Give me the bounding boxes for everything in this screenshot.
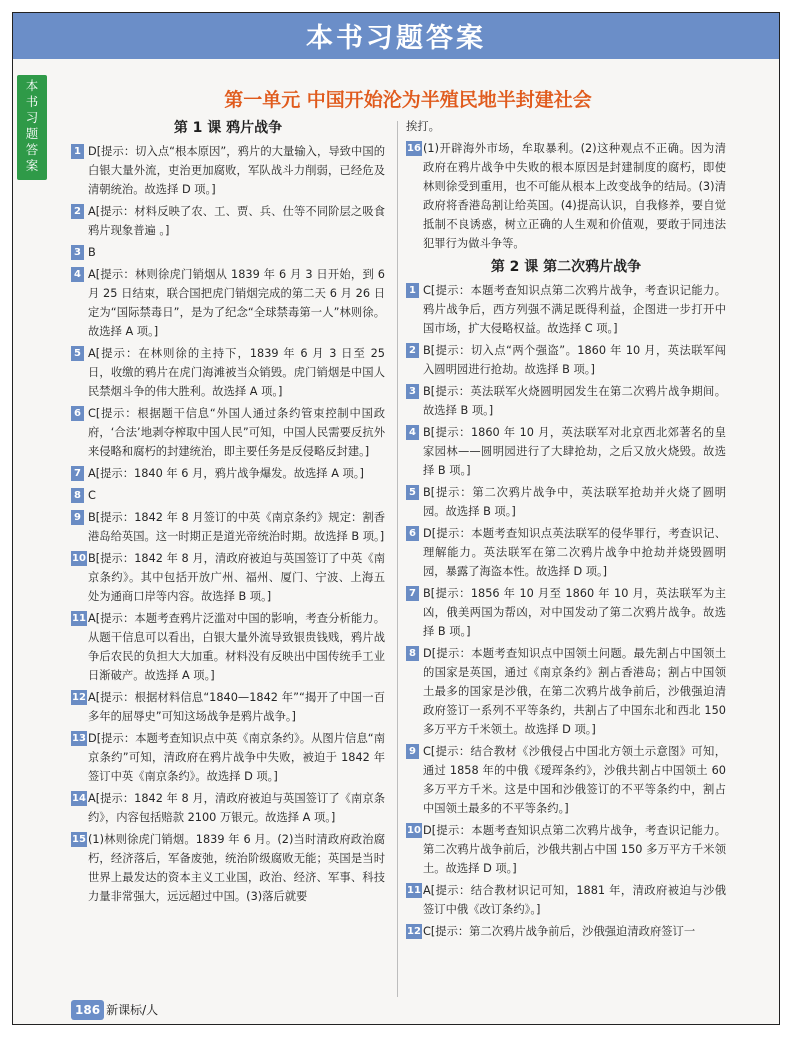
answer-text: D[提示：本题考查知识点中国领土问题。最先割占中国领土的国家是英国，通过《南京条约》割占香港岛；割占中国领土最多的国家是沙俄，在第二次鸦片战争前后，沙俄强迫清政府签订一系列不平等条约，共割占了中国东北和西北 150 多万平方千米领土。故选择 D 项。] [423,647,726,736]
page-frame [12,12,780,1025]
answer-item [406,483,726,521]
answer-text: (1)林则徐虎门销烟。1839 年 6 月。(2)当时清政府政治腐朽，经济落后，军备废弛，统治阶级腐败无能；英国是当时世界上最发达的资本主义工业国，政治、经济、军事、科技力量非常强大，远远超过中国。(3)落后就要 [88,833,385,903]
answer-item [71,688,385,726]
question-number-badge: 4 [71,267,84,282]
answer-text: C[提示：第二次鸦片战争前后，沙俄强迫清政府签订一 [423,925,696,938]
side-tab-char: 习 [25,110,39,125]
side-tab-char: 案 [25,158,39,173]
lesson-1-title: 第 1 课 鸦片战争 [173,120,283,136]
header-banner [13,13,779,59]
question-number-badge: 11 [407,885,421,896]
question-number-badge: 1 [406,283,419,298]
answer-item [71,243,385,262]
question-number-badge: 5 [71,346,84,361]
answer-item [406,644,726,739]
right-column [406,117,726,944]
answer-text: D[提示：切入点“根本原因”，鸦片的大量输入，导致中国的白银大量外流，吏治更加腐败，军队战斗力削弱，已经危及清朝统治。故选择 D 项。] [88,145,385,196]
question-number-badge: 5 [406,485,419,500]
side-tab-char: 题 [25,126,39,141]
answer-item [71,789,385,827]
answer-text: (1)开辟海外市场，牟取暴利。(2)这种观点不正确。因为清政府在鸦片战争中失败的根本原因是封建制度的腐朽，即使林则徐受到重用，也不可能从根本上改变战争的结局。(3)清政府将香港岛割让给英国。(4)提高认识，自我修养，要自觉抵制不良诱惑，树立正确的人生观和价值观，要敢于同违法犯罪行为做斗争等。 [423,142,726,250]
answer-item [71,486,385,505]
lesson-2-title: 第 2 课 第二次鸦片战争 [490,259,642,275]
question-number-badge: 2 [406,343,419,358]
left-column [71,117,385,909]
question-number-badge: 10 [72,553,86,564]
answer-text: A[提示：材料反映了农、工、贾、兵、仕等不同阶层之吸食鸦片现象普遍 。] [88,205,385,237]
answer-item [71,464,385,483]
question-number-badge: 8 [71,488,84,503]
answer-text: A[提示：在林则徐的主持下，1839 年 6 月 3 日至 25 日，收缴的鸦片在虎门海滩被当众销毁。虎门销烟是中国人民禁烟斗争的伟大胜利。故选择 A 项。] [88,347,385,398]
question-number-badge: 12 [407,926,421,937]
answer-text: B[提示：1842 年 8 月签订的中英《南京条约》规定：割香港岛给英国。这一时期正是道光帝统治时期。故选择 B 项。] [88,511,385,543]
answer-text: A[提示：1840 年 6 月，鸦片战争爆发。故选择 A 项。] [88,467,364,480]
question-number-badge: 4 [406,425,419,440]
question-number-badge: 9 [71,510,84,525]
question-number-badge: 3 [406,384,419,399]
question-number-badge: 14 [72,793,86,804]
answer-item [406,423,726,480]
question-number-badge: 10 [407,825,421,836]
answer-text: B[提示：切入点“两个强盗”。1860 年 10 月，英法联军闯入圆明园进行抢劫。故选择 B 项。] [423,344,726,376]
answer-item [71,202,385,240]
answer-text: A[提示：1842 年 8 月，清政府被迫与英国签订了《南京条约》，内容包括赔款 2100 万银元。故选择 A 项。] [88,792,385,824]
answer-item [71,830,385,906]
answer-item [406,341,726,379]
answer-text: D[提示：本题考查知识点第二次鸦片战争，考查识记能力。第二次鸦片战争前后，沙俄共割占中国 150 多万平方千米领土。故选择 D 项。] [423,824,726,875]
side-tab-char: 本 [25,78,39,93]
continuation-text: 挨打。 [406,120,440,133]
answer-text: D[提示：本题考查知识点中英《南京条约》。从图片信息“南京条约”可知，清政府在鸦片战争中失败，被迫于 1842 年签订中英《南京条约》。故选择 D 项。] [88,732,385,783]
answer-item [71,729,385,786]
answer-text: B[提示：1856 年 10 月至 1860 年 10 月，英法联军为主凶，俄美两国为帮凶，对中国发动了第二次鸦片战争。故选择 B 项。] [423,587,726,638]
answer-item [406,382,726,420]
answer-text: A[提示：根据材料信息“1840—1842 年”“揭开了中国一百多年的屈辱史”可知这场战争是鸦片战争。] [88,691,385,723]
answer-item [71,344,385,401]
answer-text: B[提示：1860 年 10 月，英法联军对北京西北郊著名的皇家园林——圆明园进行了大肆抢劫，之后又放火烧毁。故选择 B 项。] [423,426,726,477]
answer-text: C[提示：结合教材《沙俄侵占中国北方领土示意图》可知，通过 1858 年的中俄《瑷珲条约》，沙俄共割占中国领土 60 多万平方千米。这是中国和沙俄签订的不平等条约中，割占中国领土最多的不平等条约。] [423,745,726,815]
question-number-badge: 2 [71,204,84,219]
lesson-1-answers-continued [406,139,726,253]
answer-item [71,142,385,199]
question-number-badge: 1 [71,144,84,159]
question-number-badge: 8 [406,646,419,661]
answer-item [406,922,726,941]
question-number-badge: 9 [406,744,419,759]
answer-text: D[提示：本题考查知识点英法联军的侵华罪行，考查识记、理解能力。英法联军在第二次鸦片战争中抢劫并烧毁圆明园，暴露了海盗本性。故选择 D 项。] [423,527,726,578]
lesson-2-answers [406,281,726,941]
answer-item [406,742,726,818]
answer-text: B [88,246,96,259]
answer-text: A[提示：结合教材识记可知，1881 年，清政府被迫与沙俄签订中俄《改订条约》。] [423,884,726,916]
question-number-badge: 12 [72,692,86,703]
answer-text: B[提示：英法联军火烧圆明园发生在第二次鸦片战争期间。故选择 B 项。] [423,385,726,417]
question-number-badge: 16 [407,143,421,154]
answer-item [406,584,726,641]
answer-item [71,404,385,461]
page-footer [71,1000,158,1020]
answer-item [71,265,385,341]
answer-text: B[提示：第二次鸦片战争中，英法联军抢劫并火烧了圆明园。故选择 B 项。] [423,486,726,518]
answer-item [71,549,385,606]
answer-item [406,821,726,878]
lesson-1-answers [71,142,385,906]
question-number-badge: 13 [72,733,86,744]
side-tab-char: 书 [25,94,39,109]
banner-title: 本书习题答案 [306,23,486,54]
question-number-badge: 3 [71,245,84,260]
question-number-badge: 11 [72,613,86,624]
answer-text: C[提示：根据题干信息“外国人通过条约管束控制中国政府，‘合法’地剥夺榨取中国人民”可知，中国人民需要反抗外来侵略和腐朽的封建统治，即主要任务是反侵略反封建。] [88,407,385,458]
footer-label: 新课标/人 [106,1003,159,1017]
answer-item [406,139,726,253]
page-number: 186 [71,1000,104,1020]
answer-text: C[提示：本题考查知识点第二次鸦片战争，考查识记能力。鸦片战争后，西方列强不满足既得利益，企图进一步打开中国市场，扩大侵略权益。故选择 C 项。] [423,284,726,335]
column-divider [397,121,398,997]
question-number-badge: 6 [406,526,419,541]
answer-text: B[提示：1842 年 8 月，清政府被迫与英国签订了中英《南京条约》。其中包括开放广州、福州、厦门、宁波、上海五处为通商口岸等内容。故选择 B 项。] [88,552,385,603]
question-number-badge: 7 [406,586,419,601]
answer-text: C [88,489,96,502]
answer-item [406,881,726,919]
answer-item [71,609,385,685]
unit-title: 第一单元 中国开始沦为半殖民地半封建社会 [224,89,592,111]
answer-item [406,281,726,338]
answer-text: A[提示：本题考查鸦片泛滥对中国的影响，考查分析能力。从题干信息可以看出，白银大量外流导致银贵钱贱，鸦片战争后农民的负担大大加重。材料没有反映出中国传统手工业日渐破产。故选择 A 项。] [88,612,385,682]
question-number-badge: 15 [72,834,86,845]
answer-item [406,524,726,581]
question-number-badge: 6 [71,406,84,421]
answer-text: A[提示：林则徐虎门销烟从 1839 年 6 月 3 日开始，到 6 月 25 日结束，联合国把虎门销烟完成的第二天 6 月 26 日定为“国际禁毒日”，是为了纪念“全球禁毒第一人”林则徐。故选择 A 项。] [88,268,385,338]
question-number-badge: 7 [71,466,84,481]
side-tab-char: 答 [25,142,39,157]
answer-item [71,508,385,546]
